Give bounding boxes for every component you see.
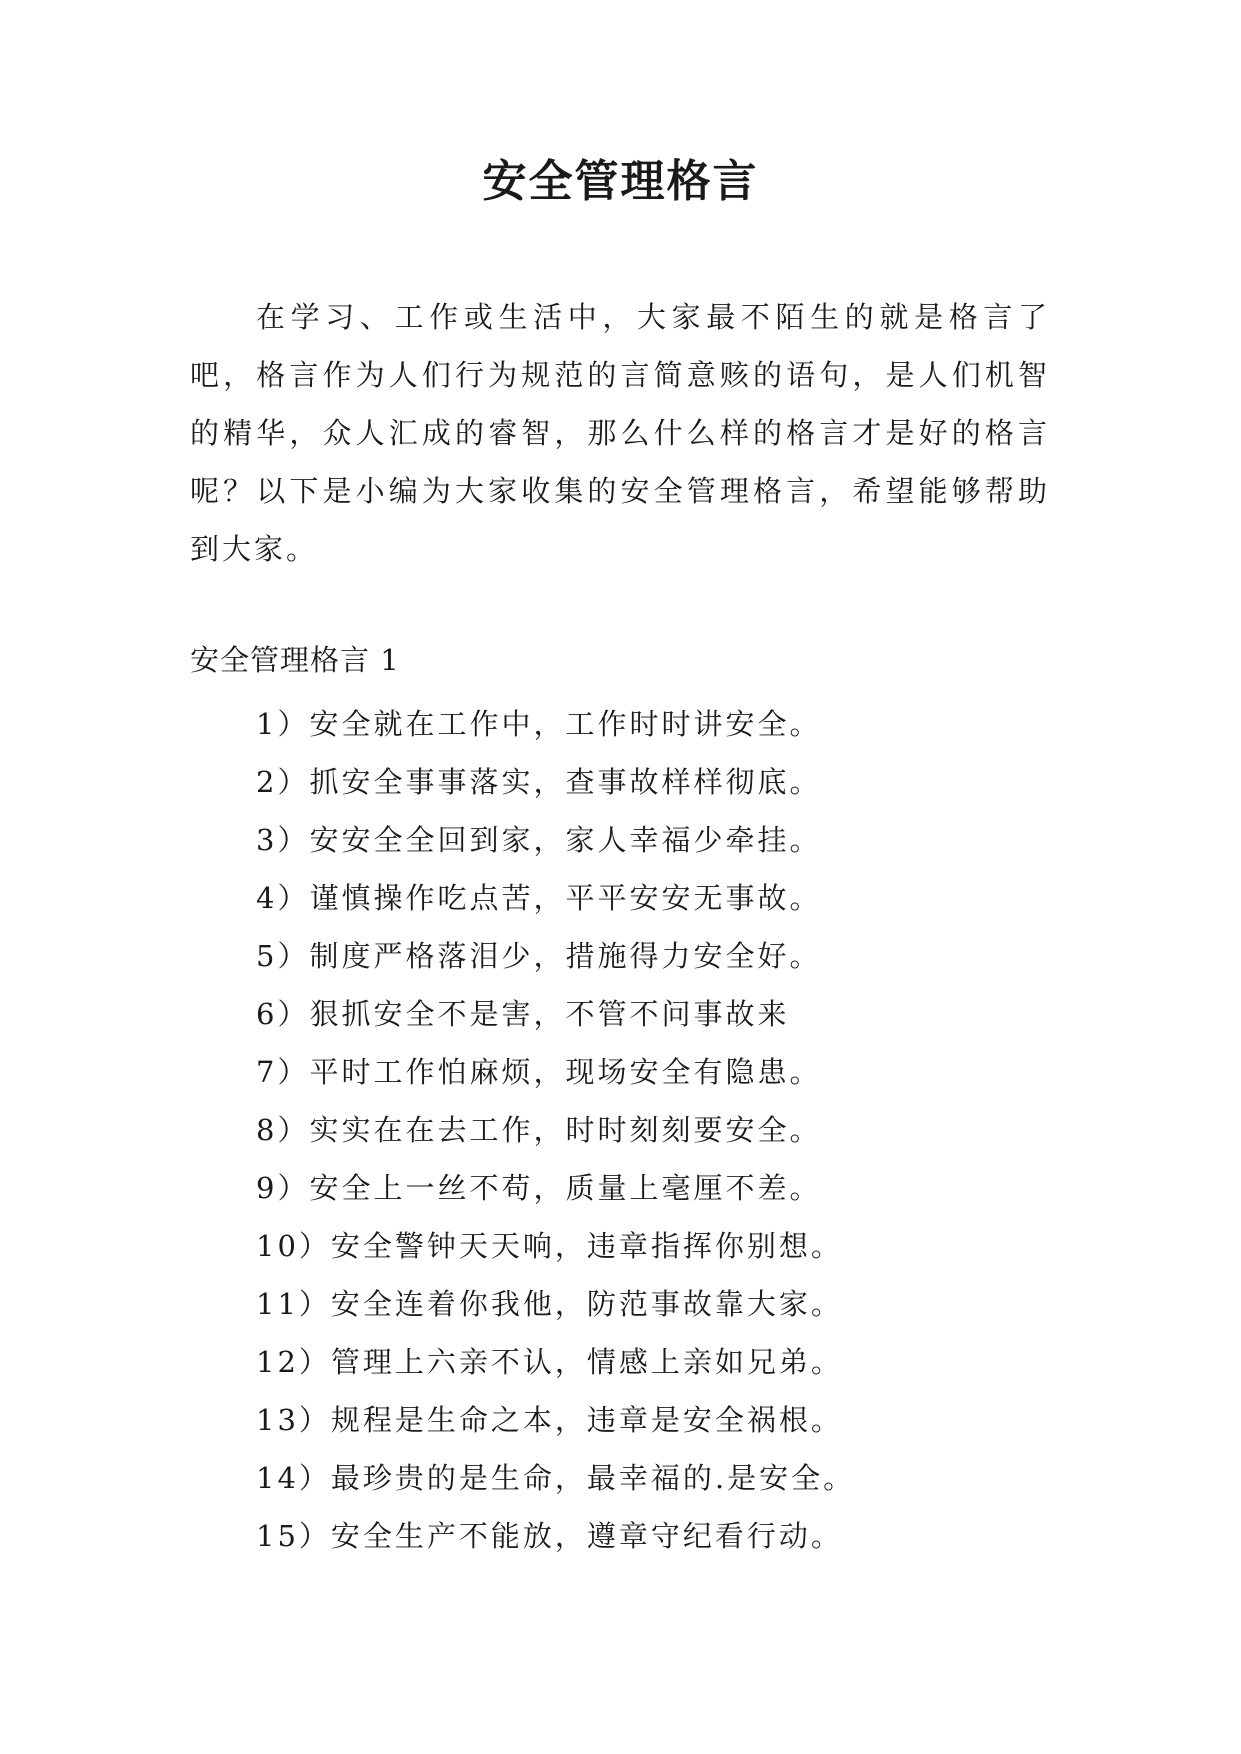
- list-item: 7）平时工作怕麻烦，现场安全有隐患。: [256, 1055, 822, 1089]
- section-heading: 安全管理格言 1: [190, 643, 400, 677]
- list-item: 13）规程是生命之本，违章是安全祸根。: [256, 1403, 843, 1437]
- list-item: 15）安全生产不能放，遵章守纪看行动。: [256, 1519, 843, 1553]
- list-item: 11）安全连着你我他，防范事故靠大家。: [256, 1287, 843, 1321]
- list-item: 2）抓安全事事落实，查事故样样彻底。: [256, 765, 822, 799]
- list-item: 12）管理上六亲不认，情感上亲如兄弟。: [256, 1345, 843, 1379]
- list-item: 6）狠抓安全不是害，不管不问事故来: [256, 997, 790, 1031]
- list-item: 3）安安全全回到家，家人幸福少牵挂。: [256, 823, 822, 857]
- document-title: 安全管理格言: [482, 156, 759, 207]
- list-item: 10）安全警钟天天响，违章指挥你别想。: [256, 1229, 843, 1263]
- list-item: 4）谨慎操作吃点苦，平平安安无事故。: [256, 881, 822, 915]
- list-item: 1）安全就在工作中，工作时时讲安全。: [256, 707, 822, 741]
- list-item: 9）安全上一丝不苟，质量上毫厘不差。: [256, 1171, 822, 1205]
- list-item: 8）实实在在去工作，时时刻刻要安全。: [256, 1113, 822, 1147]
- list-item: 5）制度严格落泪少，措施得力安全好。: [256, 939, 822, 973]
- list-item: 14）最珍贵的是生命，最幸福的.是安全。: [256, 1461, 856, 1495]
- intro-paragraph: 在学习、工作或生活中，大家最不陌生的就是格言了吧，格言作为人们行为规范的言简意赅的语句，是人们机智的精华，众人汇成的睿智，那么什么样的格言才是好的格言呢？以下是小编为大家收集的安全管理格言，希望能够帮助到大家。: [190, 300, 1050, 566]
- maxim-list: [256, 695, 855, 1565]
